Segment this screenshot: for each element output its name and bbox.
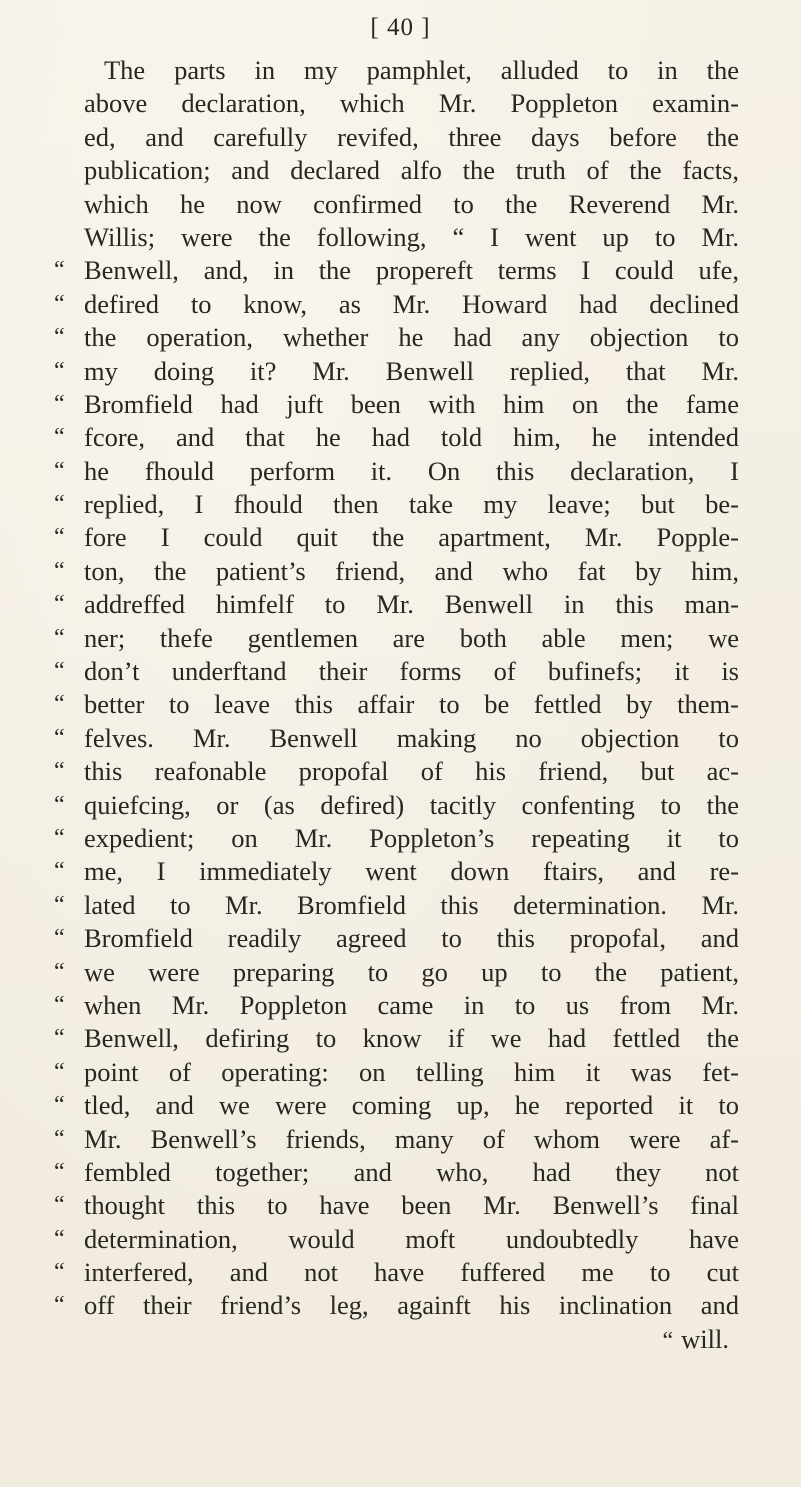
- body-text: [54, 54, 739, 1356]
- quotation-mark: “: [54, 390, 65, 417]
- line-text: my doing it? Mr. Benwell replied, that Mr.: [84, 355, 739, 386]
- text-line: [54, 989, 739, 1022]
- text-line: [84, 221, 739, 254]
- line-text: ner; thefe gentlemen are both able men; we: [84, 622, 739, 653]
- quotation-mark: “: [54, 457, 65, 484]
- quotation-mark: “: [54, 1125, 65, 1152]
- line-text: defired to know, as Mr. Howard had declined: [84, 288, 739, 319]
- text-line: [54, 1123, 739, 1156]
- line-text: above declaration, which Mr. Poppleton examin-: [84, 88, 739, 119]
- text-line: [54, 1156, 739, 1189]
- quotation-mark: “: [54, 991, 65, 1018]
- line-text: fembled together; and who, had they not: [84, 1156, 739, 1187]
- line-text: point of operating: on telling him it was fet-: [84, 1056, 739, 1087]
- text-line: [54, 1223, 739, 1256]
- quotation-mark: “: [54, 658, 65, 685]
- text-line: [54, 355, 739, 388]
- text-line: [54, 321, 739, 354]
- text-line: [54, 588, 739, 621]
- quotation-mark: “: [54, 891, 65, 918]
- quotation-mark: “: [54, 758, 65, 785]
- text-line: [54, 1256, 739, 1289]
- line-text: better to leave this affair to be fettled by them-: [84, 689, 739, 720]
- text-line: [54, 388, 739, 421]
- line-text: quiefcing, or (as defired) tacitly confenting to the: [84, 789, 739, 820]
- quotation-mark: “: [54, 1025, 65, 1052]
- quotation-mark: “: [54, 1225, 65, 1252]
- text-line: [84, 121, 739, 154]
- text-line: [54, 722, 739, 755]
- quotation-mark: “: [54, 925, 65, 952]
- quotation-mark: “: [54, 424, 65, 451]
- text-line: [54, 288, 739, 321]
- text-line: [54, 521, 739, 554]
- quotation-mark: “: [54, 257, 65, 284]
- text-line: [54, 889, 739, 922]
- text-line: [54, 1189, 739, 1222]
- text-line: [54, 1289, 739, 1322]
- quotation-mark: “: [54, 1192, 65, 1219]
- text-line: [54, 1022, 739, 1055]
- quotation-mark: “: [54, 824, 65, 851]
- text-line: [54, 488, 739, 521]
- text-line: [54, 1056, 739, 1089]
- line-text: addreffed himfelf to Mr. Benwell in this man-: [84, 589, 739, 620]
- line-text: when Mr. Poppleton came in to us from Mr.: [84, 989, 739, 1020]
- quotation-mark: “: [54, 524, 65, 551]
- line-text: fore I could quit the apartment, Mr. Popple-: [84, 522, 739, 553]
- line-text: The parts in my pamphlet, alluded to in the: [104, 55, 739, 85]
- text-line: [54, 688, 739, 721]
- catchword-text: will.: [681, 1323, 729, 1354]
- text-line: [54, 822, 739, 855]
- text-line: [84, 54, 739, 87]
- text-line: [54, 855, 739, 888]
- line-text: this reafonable propofal of his friend, but ac-: [84, 756, 739, 787]
- line-text: which he now confirmed to the Reverend Mr.: [84, 188, 739, 219]
- text-line: [54, 421, 739, 454]
- quotation-mark: “: [54, 1292, 65, 1319]
- quotation-mark: “: [54, 491, 65, 518]
- text-line: [54, 956, 739, 989]
- text-line: [54, 922, 739, 955]
- text-line: [54, 254, 739, 287]
- line-text: we were preparing to go up to the patient,: [84, 956, 739, 987]
- quotation-mark: “: [54, 624, 65, 651]
- quotation-mark: “: [54, 357, 65, 384]
- line-text: thought this to have been Mr. Benwell’s final: [84, 1190, 739, 1221]
- line-text: Benwell, and, in the propereft terms I could ufe,: [84, 255, 739, 286]
- line-text: don’t underftand their forms of bufinefs; it is: [84, 656, 739, 687]
- line-text: interfered, and not have fuffered me to cut: [84, 1257, 739, 1288]
- line-text: he fhould perform it. On this declaration, I: [84, 455, 739, 486]
- quotation-mark: “: [54, 958, 65, 985]
- line-text: publication; and declared alfo the truth of the facts,: [84, 155, 739, 186]
- page-number: [ 40 ]: [370, 14, 431, 41]
- text-line: [54, 789, 739, 822]
- quotation-mark: “: [54, 724, 65, 751]
- line-text: tled, and we were coming up, he reported it to: [84, 1090, 739, 1121]
- quotation-mark: “: [54, 1092, 65, 1119]
- quotation-mark: “: [662, 1327, 674, 1354]
- quotation-mark: “: [54, 1158, 65, 1185]
- text-line: [84, 87, 739, 120]
- line-text: Benwell, defiring to know if we had fettled the: [84, 1023, 739, 1054]
- line-text: ed, and carefully revifed, three days before the: [84, 121, 739, 152]
- line-text: determination, would moft undoubtedly have: [84, 1223, 739, 1254]
- line-text: expedient; on Mr. Poppleton’s repeating it to: [84, 822, 739, 853]
- text-line: [54, 622, 739, 655]
- line-text: ton, the patient’s friend, and who fat by him,: [84, 555, 739, 586]
- line-text: the operation, whether he had any objection to: [84, 322, 739, 353]
- catchword: [84, 1323, 739, 1356]
- text-line: [84, 154, 739, 187]
- line-text: lated to Mr. Bromfield this determination. Mr.: [84, 889, 739, 920]
- line-text: replied, I fhould then take my leave; but be-: [84, 489, 739, 520]
- quotation-mark: “: [54, 1058, 65, 1085]
- text-line: [54, 1089, 739, 1122]
- text-line: [54, 555, 739, 588]
- line-text: fcore, and that he had told him, he intended: [84, 422, 739, 453]
- text-line: [54, 655, 739, 688]
- line-text: Mr. Benwell’s friends, many of whom were af-: [84, 1123, 739, 1154]
- quotation-mark: “: [54, 1259, 65, 1286]
- quotation-mark: “: [54, 557, 65, 584]
- line-text: me, I immediately went down ftairs, and re-: [84, 856, 739, 887]
- line-text: Willis; were the following, “ I went up to Mr.: [84, 221, 739, 252]
- line-text: off their friend’s leg, againft his inclination and: [84, 1290, 739, 1321]
- quotation-mark: “: [54, 691, 65, 718]
- text-line: [54, 755, 739, 788]
- quotation-mark: “: [54, 591, 65, 618]
- text-line: [84, 188, 739, 221]
- line-text: Bromfield had juft been with him on the fame: [84, 388, 739, 419]
- quotation-mark: “: [54, 290, 65, 317]
- quotation-mark: “: [54, 324, 65, 351]
- line-text: Bromfield readily agreed to this propofal, and: [84, 923, 739, 954]
- quotation-mark: “: [54, 858, 65, 885]
- line-text: felves. Mr. Benwell making no objection to: [84, 722, 739, 753]
- text-line: [54, 455, 739, 488]
- quotation-mark: “: [54, 791, 65, 818]
